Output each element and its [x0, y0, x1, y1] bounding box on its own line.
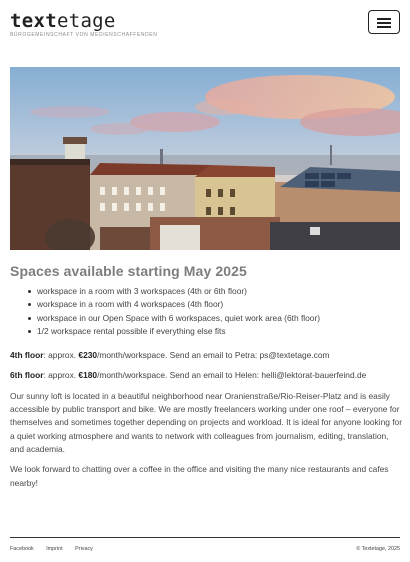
site-header — [10, 8, 400, 40]
floor6-contact[interactable]: /month/workspace. Send an email to Helen: helli@lektorat-bauerfeind.de — [97, 370, 367, 381]
footer-link-imprint[interactable]: Imprint — [46, 546, 63, 552]
footer-link-facebook[interactable]: Facebook — [10, 546, 34, 552]
floor6-price: €180 — [78, 370, 98, 381]
rooftop-photo — [10, 67, 400, 250]
floor6-label: 6th floor — [10, 370, 44, 381]
list-item: workspace in a room with 4 workspaces (4th floor) — [28, 298, 402, 311]
hero-image — [10, 67, 400, 250]
list-item: workspace in a room with 3 workspaces (4th or 6th floor) — [28, 285, 402, 298]
floor6-info: 6th floor: approx. €180/month/workspace. Send an email to Helen: helli@lektorat-bauerfeind.de — [10, 370, 367, 381]
footer-link-privacy[interactable]: Privacy — [75, 546, 93, 552]
floor4-info: 4th floor: approx. €230/month/workspace. Send an email to Petra: ps@textetage.com — [10, 349, 330, 360]
floor4-price: €230 — [78, 349, 98, 360]
logo-tagline: BÜROGEMEINSCHAFT VON MEDIENSCHAFFENDEN — [10, 32, 158, 38]
page-title: Spaces available starting May 2025 — [10, 263, 247, 279]
main-content — [10, 263, 402, 496]
floor4-label: 4th floor — [10, 349, 44, 360]
floor4-contact[interactable]: /month/workspace. Send an email to Petra: ps@textetage.com — [97, 349, 330, 360]
description-paragraph: Our sunny loft is located in a beautiful neighborhood near Oranienstraße/Rio-Reiser-Platz and is easily accessible by public transport and bike. We are mostly freelancers working under one roof – everyone for themselves and sometimes together depending on projects and workload. It is ideal for anyone looking for a quiet working atmosphere and wants to network with colleagues from journalism, editing, translation, and academia. — [10, 390, 402, 455]
list-item: workspace in our Open Space with 6 workspaces, quiet work area (6th floor) — [28, 312, 402, 325]
closing-paragraph: We look forward to chatting over a coffee in the office and visiting the many nice restaurants and cafes nearby! — [10, 464, 389, 488]
list-item: 1/2 workspace rental possible if everything else fits — [28, 325, 402, 338]
footer-divider — [10, 537, 400, 538]
workspace-list — [28, 285, 402, 339]
hamburger-icon — [377, 18, 391, 20]
copyright: © Textetage, 2025 — [356, 546, 400, 552]
site-footer — [10, 546, 400, 552]
menu-button[interactable] — [368, 10, 400, 34]
site-logo[interactable]: textetage — [10, 10, 116, 32]
